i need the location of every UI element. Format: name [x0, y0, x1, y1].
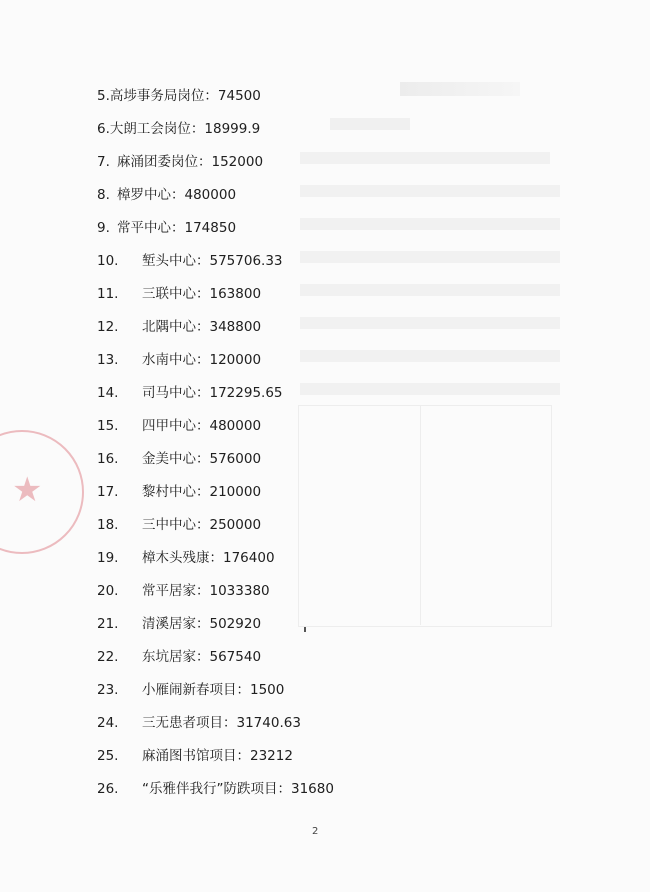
item-number: 12.	[97, 319, 119, 335]
item-text: 麻涌团委岗位：152000	[117, 154, 264, 170]
item-text: 金美中心：576000	[142, 451, 262, 467]
bleed-through-mark	[300, 152, 550, 164]
list-item	[97, 216, 236, 236]
item-number: 17.	[97, 484, 119, 500]
bleed-through-mark	[300, 185, 560, 197]
list-item	[97, 84, 261, 104]
item-text: 樟罗中心：480000	[117, 187, 237, 203]
item-text: 小雁闹新春项目：1500	[142, 682, 285, 698]
list-item	[97, 579, 270, 599]
list-item	[97, 249, 283, 269]
item-text: 大朗工会岗位：18999.9	[109, 121, 261, 137]
item-number: 5.	[97, 88, 110, 104]
list-item	[97, 117, 260, 137]
item-number: 16.	[97, 451, 119, 467]
list-item	[97, 612, 261, 632]
item-number: 24.	[97, 715, 119, 731]
list-item	[97, 480, 261, 500]
item-number: 26.	[97, 781, 119, 797]
list-item	[97, 348, 261, 368]
bleed-through-mark	[330, 118, 410, 130]
bleed-through-table-divider	[420, 405, 421, 625]
item-number: 15.	[97, 418, 119, 434]
list-item	[97, 513, 261, 533]
item-number: 20.	[97, 583, 119, 599]
list-item	[97, 447, 261, 467]
item-number: 8.	[97, 187, 110, 203]
list-item	[97, 711, 301, 731]
item-text: 司马中心：172295.65	[142, 385, 283, 401]
item-text: 黎村中心：210000	[142, 484, 262, 500]
item-number: 11.	[97, 286, 119, 302]
list-item	[97, 744, 293, 764]
item-text: 常平中心：174850	[117, 220, 237, 236]
item-number: 7.	[97, 154, 110, 170]
item-text: “乐雅伴我行”防跌项目：31680	[142, 781, 334, 797]
item-number: 9.	[97, 220, 110, 236]
bleed-through-mark	[300, 383, 560, 395]
bleed-through-mark	[400, 82, 520, 96]
item-text: 麻涌图书馆项目：23212	[142, 748, 293, 764]
list-item	[97, 777, 334, 797]
item-text: 四甲中心：480000	[142, 418, 262, 434]
bleed-through-mark	[300, 317, 560, 329]
bleed-through-mark	[300, 251, 560, 263]
item-text: 东坑居家：567540	[142, 649, 262, 665]
item-text: 堑头中心：575706.33	[142, 253, 283, 269]
seal-star-icon: ★	[12, 470, 43, 510]
ink-speck	[304, 627, 306, 632]
item-number: 14.	[97, 385, 119, 401]
item-number: 10.	[97, 253, 119, 269]
item-text: 水南中心：120000	[142, 352, 262, 368]
item-number: 21.	[97, 616, 119, 632]
list-item	[97, 381, 283, 401]
item-text: 三无患者项目：31740.63	[142, 715, 301, 731]
list-item	[97, 414, 261, 434]
item-number: 22.	[97, 649, 119, 665]
bleed-through-table	[298, 405, 552, 627]
item-text: 三联中心：163800	[142, 286, 262, 302]
list-item	[97, 150, 263, 170]
item-text: 清溪居家：502920	[142, 616, 262, 632]
list-item	[97, 645, 261, 665]
item-number: 18.	[97, 517, 119, 533]
list-item	[97, 315, 261, 335]
item-number: 25.	[97, 748, 119, 764]
bleed-through-mark	[300, 284, 560, 296]
page-number: 2	[312, 826, 319, 837]
list-item	[97, 183, 236, 203]
item-number: 13.	[97, 352, 119, 368]
list-item	[97, 282, 261, 302]
bleed-through-mark	[300, 218, 560, 230]
item-number: 19.	[97, 550, 119, 566]
item-number: 23.	[97, 682, 119, 698]
item-text: 高埗事务局岗位：74500	[109, 88, 261, 104]
item-number: 6.	[97, 121, 110, 137]
item-text: 常平居家：1033380	[142, 583, 270, 599]
item-text: 三中中心：250000	[142, 517, 262, 533]
bleed-through-mark	[300, 350, 560, 362]
item-text: 北隅中心：348800	[142, 319, 262, 335]
list-item	[97, 678, 284, 698]
item-text: 樟木头残康：176400	[142, 550, 275, 566]
list-item	[97, 546, 275, 566]
